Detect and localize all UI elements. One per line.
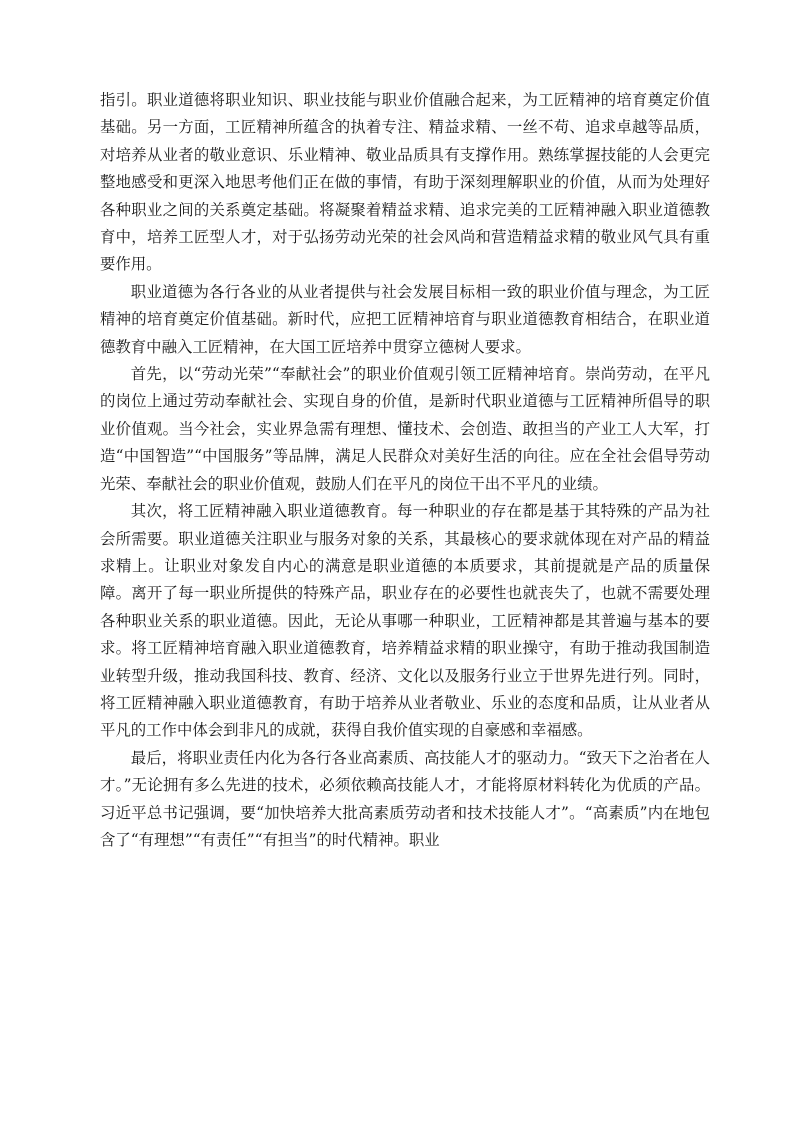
paragraph-professional-ethics: 职业道德为各行各业的从业者提供与社会发展目标相一致的职业价值与理念，为工匠精神的培育奠定价值基础。新时代，应把工匠精神培育与职业道德教育相结合，在职业道德教育中融入工匠精神，在大国工匠培养中贯穿立德树人要求。 [100, 282, 710, 356]
document-body [100, 87, 710, 854]
paragraph-second: 其次，将工匠精神融入职业道德教育。每一种职业的存在都是基于其特殊的产品为社会所需要。职业道德关注职业与服务对象的关系，其最核心的要求就体现在对产品的精益求精上。让职业对象发自内心的满意是职业道德的本质要求，其前提就是产品的质量保障。离开了每一职业所提供的特殊产品，职业存在的必要性也就丧失了，也就不需要处理各种职业关系的职业道德。因此，无论从事哪一种职业，工匠精神都是其普遍与基本的要求。将工匠精神培育融入职业道德教育，培养精益求精的职业操守，有助于推动我国制造业转型升级，推动我国科技、教育、经济、文化以及服务行业立于世界先进行列。同时，将工匠精神融入职业道德教育，有助于培养从业者敬业、乐业的态度和品质，让从业者从平凡的工作中体会到非凡的成就，获得自我价值实现的自豪感和幸福感。 [100, 502, 710, 740]
paragraph-finally: 最后，将职业责任内化为各行各业高素质、高技能人才的驱动力。“致天下之治者在人才。”无论拥有多么先进的技术，必须依赖高技能人才，才能将原材料转化为优质的产品。习近平总书记强调，要“加快培养大批高素质劳动者和技术技能人才”。“高素质”内在地包含了“有理想”“有责任”“有担当”的时代精神。职业 [100, 748, 710, 849]
paragraph-continuation: 指引。职业道德将职业知识、职业技能与职业价值融合起来，为工匠精神的培育奠定价值基础。另一方面，工匠精神所蕴含的执着专注、精益求精、一丝不苟、追求卓越等品质，对培养从业者的敬业意识、乐业精神、敬业品质具有支撑作用。熟练掌握技能的人会更完整地感受和更深入地思考他们正在做的事情，有助于深刻理解职业的价值，从而为处理好各种职业之间的关系奠定基础。将凝聚着精益求精、追求完美的工匠精神融入职业道德教育中，培养工匠型人才，对于弘扬劳动光荣的社会风尚和营造精益求精的敬业风气具有重要作用。 [100, 91, 710, 274]
paragraph-first: 首先，以“劳动光荣”“奉献社会”的职业价值观引领工匠精神培育。崇尚劳动，在平凡的岗位上通过劳动奉献社会、实现自身的价值，是新时代职业道德与工匠精神所倡导的职业价值观。当今社会，实业界急需有理想、懂技术、会创造、敢担当的产业工人大军，打造“中国智造”“中国服务”等品牌，满足人民群众对美好生活的向往。应在全社会倡导劳动光荣、奉献社会的职业价值观，鼓励人们在平凡的岗位干出不平凡的业绩。 [100, 365, 710, 493]
